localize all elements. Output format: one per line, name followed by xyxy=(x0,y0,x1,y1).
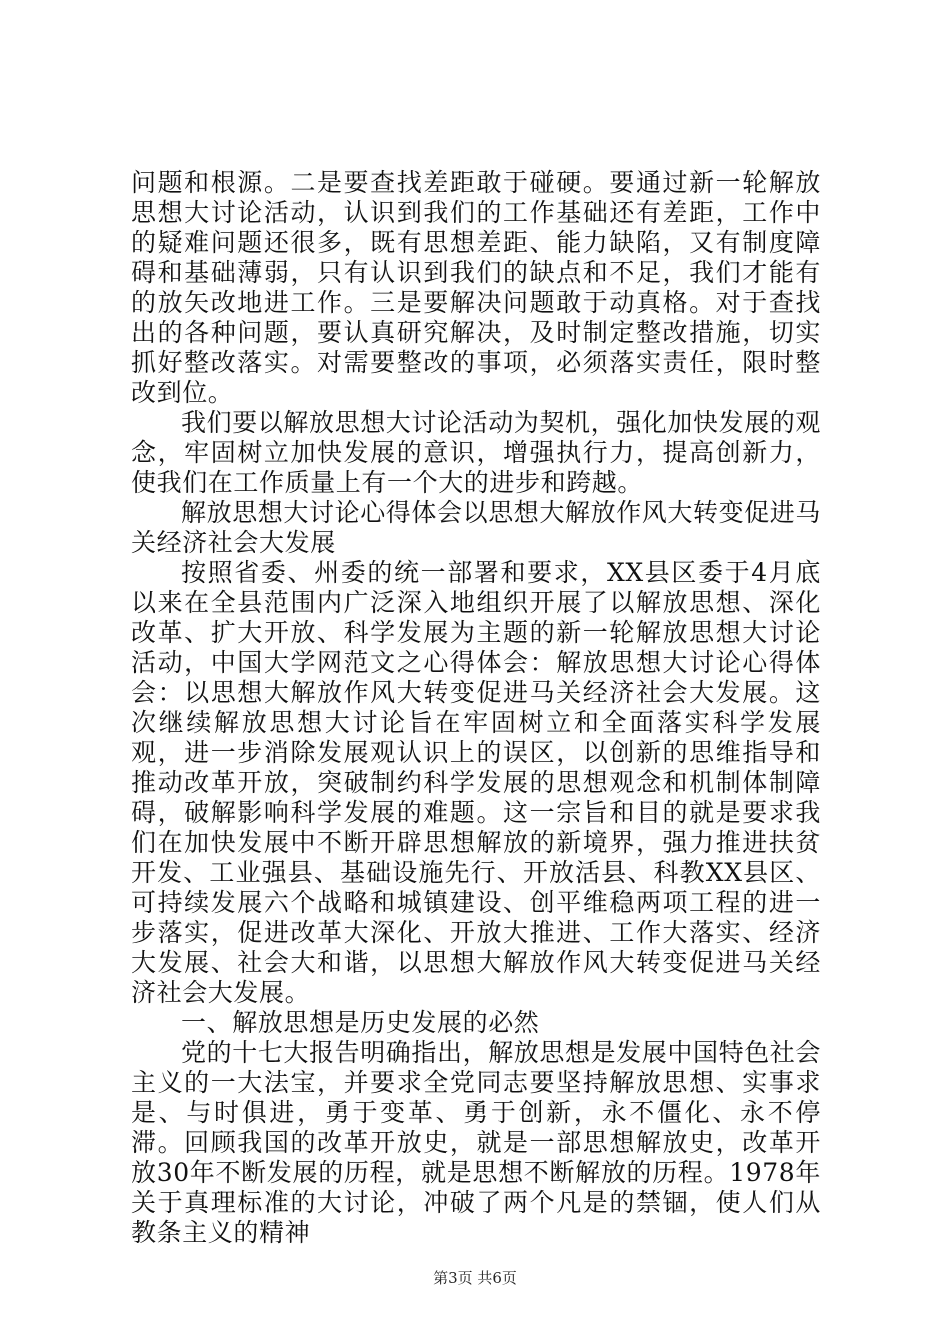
paragraph: 按照省委、州委的统一部署和要求，XX县区委于4月底以来在全县范围内广泛深入地组织开展了以解放思想、深化改革、扩大开放、科学发展为主题的新一轮解放思想大讨论活动，中国大学网范文之心得体会：解放思想大讨论心得体会：以思想大解放作风大转变促进马关经济社会大发展。这次继续解放思想大讨论旨在牢固树立和全面落实科学发展观，进一步消除发展观认识上的误区，以创新的思维指导和推动改革开放，突破制约科学发展的思想观念和机制体制障碍，破解影响科学发展的难题。这一宗旨和目的就是要求我们在加快发展中不断开辟思想解放的新境界，强力推进扶贫开发、工业强县、基础设施先行、开放活县、科教XX县区、可持续发展六个战略和城镇建设、创平维稳两项工程的进一步落实，促进改革大深化、开放大推进、工作大落实、经济大发展、社会大和谐，以思想大解放作风大转变促进马关经济社会大发展。 xyxy=(131,558,821,1007)
section-heading: 一、解放思想是历史发展的必然 xyxy=(181,1008,540,1037)
paragraph-continued: 问题和根源。二是要查找差距敢于碰硬。要通过新一轮解放思想大讨论活动，认识到我们的工作基础还有差距，工作中的疑难问题还很多，既有思想差距、能力缺陷，又有制度障碍和基础薄弱，只有认识到我们的缺点和不足，我们才能有的放矢改地进工作。三是要解决问题敢于动真格。对于查找出的各种问题，要认真研究解决，及时制定整改措施，切实抓好整改落实。对需要整改的事项，必须落实责任，限时整改到位。 xyxy=(131,168,821,407)
paragraph: 我们要以解放思想大讨论活动为契机，强化加快发展的观念，牢固树立加快发展的意识，增强执行力，提高创新力，使我们在工作质量上有一个大的进步和跨越。 xyxy=(131,408,822,497)
paragraph: 党的十七大报告明确指出，解放思想是发展中国特色社会主义的一大法宝，并要求全党同志要坚持解放思想、实事求是、与时俱进，勇于变革、勇于创新，永不僵化、永不停滞。回顾我国的改革开放史，就是一部思想解放史，改革开放30年不断发展的历程，就是思想不断解放的历程。1978年关于真理标准的大讨论，冲破了两个凡是的禁锢，使人们从教条主义的精神 xyxy=(131,1038,822,1247)
document-body xyxy=(131,168,821,1248)
section-title: 解放思想大讨论心得体会以思想大解放作风大转变促进马关经济社会大发展 xyxy=(131,498,822,557)
page-number-footer: 第3页 共6页 xyxy=(433,1269,517,1287)
